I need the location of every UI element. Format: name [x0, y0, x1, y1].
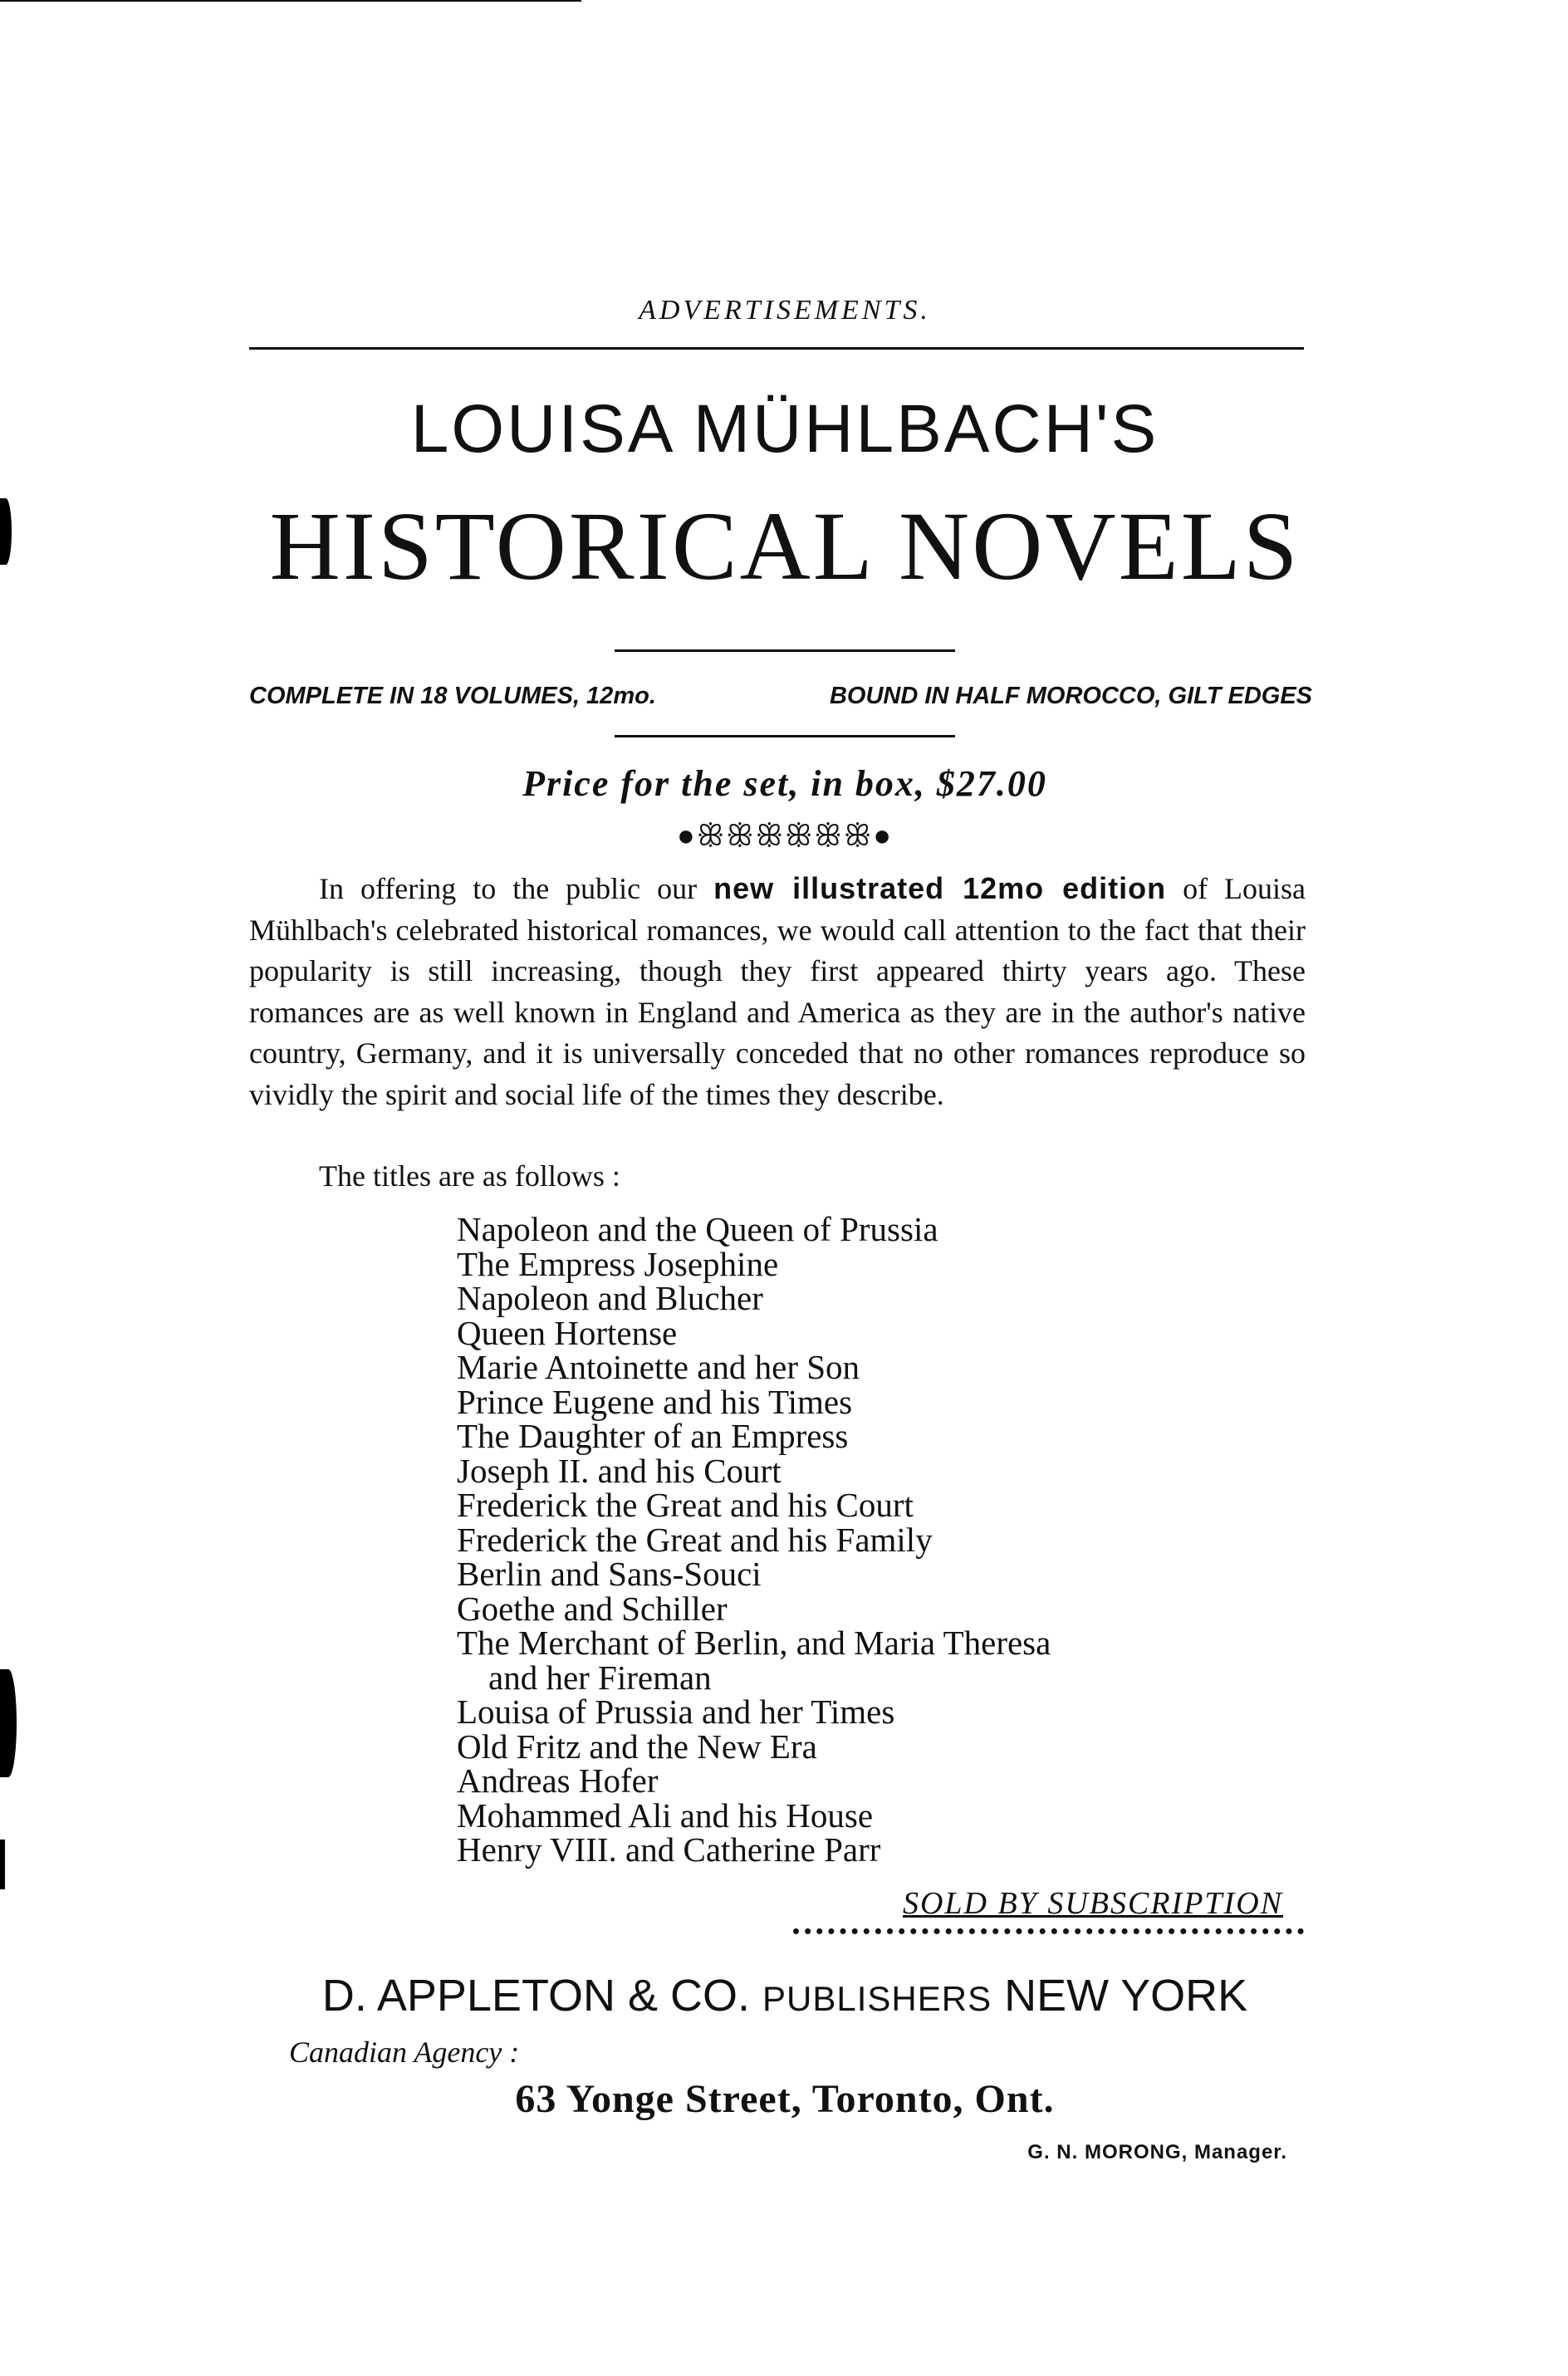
sold-by-subscription: SOLD BY SUBSCRIPTION: [902, 1886, 1283, 1921]
volumes-spec: COMPLETE IN 18 VOLUMES, 12mo.: [249, 683, 656, 709]
dotted-rule: [793, 1928, 1304, 1941]
list-item: Napoleon and the Queen of Prussia: [457, 1210, 938, 1248]
publisher-role: PUBLISHERS: [762, 1979, 992, 2018]
scan-top-edge: [0, 0, 581, 2]
publisher-name: D. APPLETON & CO.: [321, 1971, 750, 2021]
agency-label: Canadian Agency :: [289, 2036, 520, 2069]
list-item-continuation: and her Fireman: [488, 1658, 712, 1697]
agency-manager: G. N. MORONG, Manager.: [1027, 2141, 1287, 2163]
intro-edition-highlight: new illustrated 12mo edition: [713, 871, 1167, 905]
series-title: HISTORICAL NOVELS: [269, 492, 1301, 600]
titles-intro: The titles are as follows :: [319, 1159, 620, 1193]
list-item: Queen Hortense: [457, 1313, 678, 1352]
titles-list: [457, 1212, 1329, 1868]
author-title: LOUISA MÜHLBACH'S: [410, 391, 1159, 467]
list-item: Mohammed Ali and his House: [457, 1795, 874, 1835]
intro-paragraph: [249, 868, 1306, 1115]
list-item: Goethe and Schiller: [457, 1589, 728, 1628]
scan-mark: [0, 1840, 5, 1889]
list-item: Old Fritz and the New Era: [457, 1727, 817, 1766]
title-rule: [615, 649, 955, 652]
set-price: Price for the set, in box, $27.00: [522, 763, 1047, 804]
list-item: Prince Eugene and his Times: [457, 1382, 853, 1421]
list-item: Berlin and Sans-Souci: [457, 1555, 762, 1593]
publisher-city: NEW YORK: [1004, 1971, 1248, 2021]
list-item: The Empress Josephine: [457, 1244, 779, 1283]
list-item: Frederick the Great and his Court: [457, 1486, 914, 1524]
scan-mark: [0, 498, 12, 565]
list-item: Henry VIII. and Catherine Parr: [457, 1830, 881, 1869]
list-item: Napoleon and Blucher: [457, 1279, 763, 1317]
page-header: ADVERTISEMENTS.: [639, 295, 931, 326]
ornament-divider: ●ꕥꕥꕥꕥꕥꕥ●: [677, 819, 893, 852]
binding-spec: BOUND IN HALF MOROCCO, GILT EDGES: [829, 683, 1312, 709]
list-item: Frederick the Great and his Family: [457, 1520, 933, 1559]
header-rule: [249, 347, 1304, 350]
list-item: The Daughter of an Empress: [457, 1417, 849, 1455]
list-item: The Merchant of Berlin, and Maria Theresa: [457, 1624, 1051, 1662]
scan-mark: [0, 1669, 17, 1777]
list-item: Joseph II. and his Court: [457, 1451, 782, 1490]
publisher-line: [249, 1970, 1321, 2021]
spec-rule: [615, 735, 955, 737]
agency-address: 63 Yonge Street, Toronto, Ont.: [515, 2077, 1055, 2121]
list-item: Andreas Hofer: [457, 1761, 659, 1800]
list-item: Louisa of Prussia and her Times: [457, 1693, 895, 1731]
list-item: Marie Antoinette and her Son: [457, 1348, 860, 1386]
intro-text-after: of Louisa Mühlbach's celebrated historical romances, we would call attention to the fact that their popularity is still increasing, though they first appeared thirty years ago. These romances are as well known in England and America as they are in the author's native country, Germany, and it is universally conceded that no other romances reproduce so vividly the spirit and social life of the times they describe.: [249, 872, 1306, 1111]
intro-text-before: In offering to the public our: [319, 872, 698, 905]
